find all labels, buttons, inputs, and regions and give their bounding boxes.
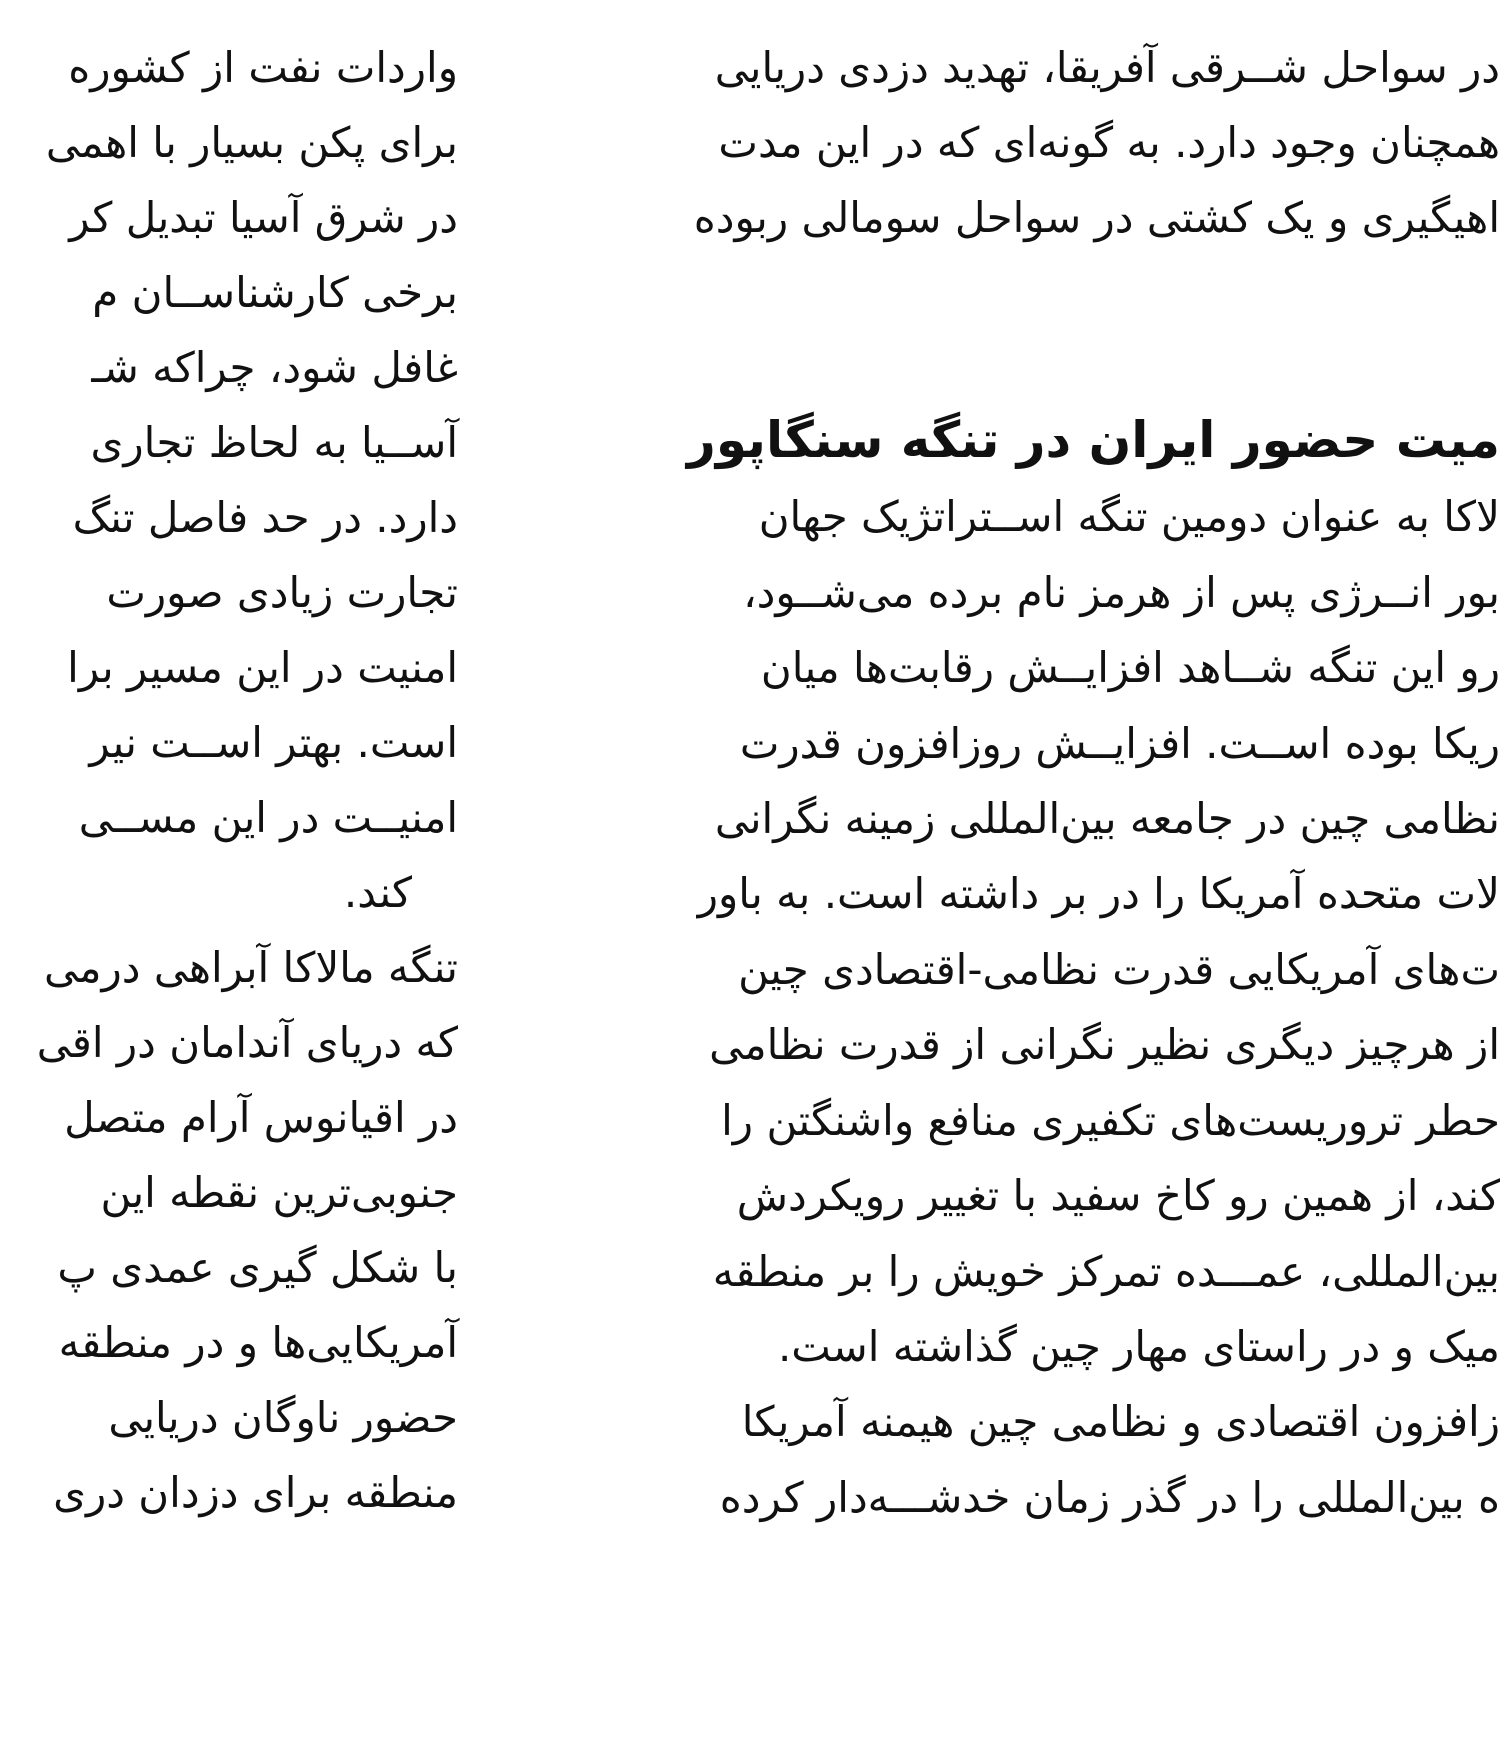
text-line: با شکل گیری عمدی پ	[57, 1243, 458, 1292]
right-column	[556, 0, 1500, 1741]
text-line: آســیا به لحاظ تجاری	[90, 418, 458, 467]
text-line: حطر تروریست‌های تکفیری منافع واشنگتن را	[721, 1096, 1500, 1145]
text-line: زافزون اقتصادی و نظامی چین هیمنه آمریکا	[741, 1397, 1500, 1446]
text-line: امنیت در این مسیر برا	[67, 643, 458, 692]
text-line: تجارت زیادی صورت	[106, 568, 458, 617]
text-line: لاکا به عنوان دومین تنگه اســتراتژیک جهان	[758, 492, 1500, 541]
text-line: ریکا بوده اســت. افزایــش روزافزون قدرت	[739, 719, 1500, 768]
text-line: در اقیانوس آرام متصل	[64, 1093, 458, 1142]
text-line: واردات نفت از کشوره	[68, 43, 458, 92]
text-line: است. بهتر اســت نیر	[89, 718, 458, 767]
text-line: در سواحل شــرقی آفریقا، تهدید دزدی دریایی	[714, 43, 1500, 92]
text-line: بور انــرژی پس از هرمز نام برده می‌شــود،	[743, 568, 1500, 617]
text-line: لات متحده آمریکا را در بر داشته است. به باور	[697, 869, 1500, 918]
text-line: اهیگیری و یک کشتی در سواحل سومالی ربوده	[693, 193, 1500, 242]
text-line: برای پکن بسیار با اهمی	[45, 118, 458, 167]
text-line: در شرق آسیا تبدیل کر	[69, 193, 458, 242]
text-line: کند.	[343, 868, 412, 917]
section-heading: میت حضور ایران در تنگه سنگاپور	[687, 411, 1500, 469]
text-line: که دریای آندامان در اقی	[36, 1018, 458, 1067]
text-line: برخی کارشناســان م	[92, 268, 458, 317]
text-line: دارد. در حد فاصل تنگ	[72, 493, 458, 542]
text-line: میک و در راستای مهار چین گذاشته است.	[777, 1322, 1500, 1371]
text-line: حضور ناوگان دریایی	[108, 1393, 458, 1442]
text-line: کند، از همین رو کاخ سفید با تغییر رویکردش	[736, 1171, 1500, 1220]
text-line: از هرچیز دیگری نظیر نگرانی از قدرت نظامی	[709, 1020, 1500, 1069]
text-line: جنوبی‌ترین نقطه این	[100, 1168, 458, 1217]
text-line: امنیــت در این مســی	[78, 793, 458, 842]
text-line: ه بین‌المللی را در گذر زمان خدشـــه‌دار کرده	[719, 1473, 1500, 1522]
text-line: آمریکایی‌ها و در منطقه	[58, 1318, 458, 1367]
text-line: تنگه مالاکا آبراهی درمی	[43, 943, 458, 992]
left-column	[0, 0, 462, 1741]
text-line: بین‌المللی، عمـــده تمرکز خویش را بر منطقه	[712, 1247, 1500, 1296]
text-line: غافل شود، چراکه شـ	[91, 343, 458, 392]
text-line: همچنان وجود دارد. به گونه‌ای که در این مدت	[718, 118, 1500, 167]
text-line: ت‌های آمریکایی قدرت نظامی-اقتصادی چین	[738, 945, 1500, 994]
text-line: منطقه برای دزدان دری	[53, 1468, 458, 1517]
text-line: رو این تنگه شــاهد افزایــش رقابت‌ها میان	[760, 643, 1500, 692]
text-line: نظامی چین در جامعه بین‌المللی زمینه نگرانی	[714, 794, 1500, 843]
